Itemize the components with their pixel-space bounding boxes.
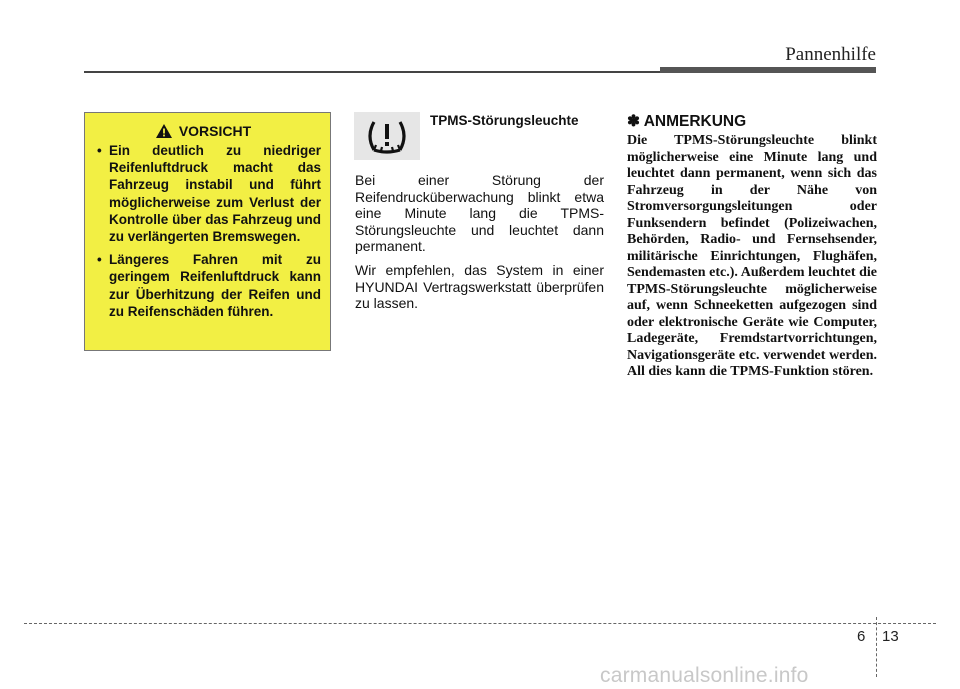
tpms-paragraph: Bei einer Störung der Reifendrucküberwachung blinkt etwa eine Minute lang die TPMS-Störungsleuchte und leuchtet dann permanent.: [355, 172, 604, 255]
footer-divider: [876, 617, 877, 677]
caution-box: [84, 112, 331, 351]
page-number: 13: [882, 628, 899, 645]
caution-heading-text: VORSICHT: [178, 123, 252, 139]
tpms-warning-icon: [364, 116, 410, 156]
page-header-title: Pannenhilfe: [785, 44, 876, 65]
caution-item: • Ein deutlich zu niedriger Reifenluftdruck macht das Fahrzeug instabil und führt möglicherweise zum Verlust der Kontrolle über das Fahrzeug und zu verlängerten Bremswegen.: [95, 142, 321, 245]
footer-rule: [24, 623, 936, 624]
warning-triangle-icon: [155, 123, 173, 139]
watermark-text: carmanualsonline.info: [600, 664, 809, 687]
note-heading: ✽ ANMERKUNG: [627, 113, 747, 130]
tpms-paragraph: Wir empfehlen, das System in einer HYUNDAI Vertragswerkstatt überprüfen zu lassen.: [355, 261, 604, 312]
tpms-title: TPMS-Störungsleuchte: [430, 113, 579, 128]
tpms-icon-box: [354, 112, 420, 160]
header-rule-accent: [660, 67, 876, 73]
caution-heading: [85, 123, 321, 139]
note-text: Die TPMS-Störungsleuchte blinkt möglicherweise eine Minute lang und leuchtet dann permanent, wenn sich das Fahrzeug in der Nähe von Stromversorgungsleitungen oder Funksendern befindet (Polizeiwachen, Behörden, Radio- und Fernsehsender, militärische Einrichtungen, Flughäfen, Sendemasten etc.). Außerdem leuchtet die TPMS-Störungsleuchte möglicherweise auf, wenn Schneeketten aufgezogen sind oder elektronische Geräte wie Computer, Ladegeräte, Fremdstartvorrichtungen, Navigationsgeräte etc. verwendet werden. All dies kann die TPMS-Funktion stören.: [627, 133, 877, 379]
tpms-body: [355, 172, 604, 319]
header-rule: [84, 71, 664, 73]
caution-list: [95, 142, 321, 320]
caution-item: • Längeres Fahren mit zu geringem Reifenluftdruck kann zur Überhitzung der Reifen und zu Reifenschäden führen.: [95, 251, 321, 320]
chapter-number: 6: [857, 628, 866, 645]
